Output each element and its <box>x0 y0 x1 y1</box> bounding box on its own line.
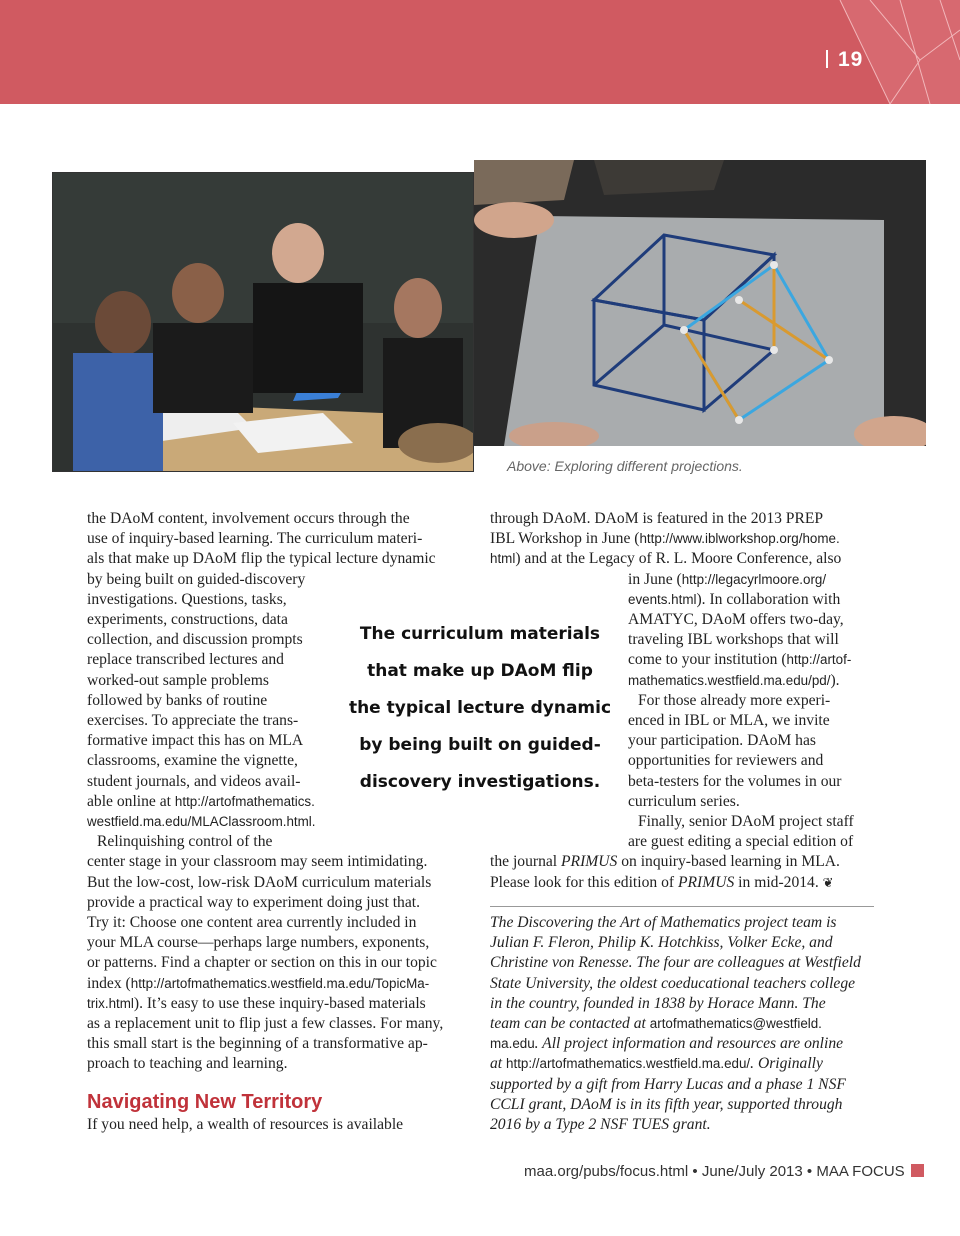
text-fragment: able online at <box>87 792 175 810</box>
text-fragment: ). It’s easy to use these inquiry-based materials <box>133 994 426 1012</box>
text-line: Relinquishing control of the <box>97 833 273 851</box>
contact-email-link[interactable]: artofmathematics@westfield. <box>649 1016 822 1032</box>
text-line <box>490 852 880 872</box>
text-line: in the country, founded in 1838 by Horace Mann. The <box>490 994 826 1012</box>
text-fragment: ) and at the Legacy of R. L. Moore Conference, also <box>515 550 842 568</box>
text-fragment: in mid-2014. <box>734 873 819 891</box>
text-line: exercises. To appreciate the trans- <box>87 712 299 730</box>
topic-matrix-link[interactable]: http://artofmathematics.westfield.ma.edu/TopicMa- <box>130 975 430 991</box>
text-line: are guest editing a special edition of <box>628 833 854 851</box>
footer-square-icon <box>911 1164 924 1177</box>
ibl-workshop-link[interactable]: http://www.iblworkshop.org/home. <box>639 531 840 547</box>
text-line: als that make up DAoM flip the typical lecture dynamic <box>87 550 436 568</box>
text-line: proach to teaching and learning. <box>87 1055 288 1073</box>
text-line: beta-testers for the volumes in our <box>628 772 842 790</box>
text-line: The Discovering the Art of Mathematics project team is <box>490 914 837 931</box>
text-line: enced in IBL or MLA, we invite <box>628 712 830 730</box>
text-line: worked-out sample problems <box>87 671 269 689</box>
text-line: student journals, and videos avail- <box>87 772 301 790</box>
right-column <box>490 509 880 893</box>
topic-matrix-link-cont[interactable]: trix.html <box>87 995 134 1011</box>
text-fragment: . All project information and resources are online <box>534 1035 844 1053</box>
text-line <box>87 812 472 832</box>
section-heading: Navigating New Territory <box>87 1091 323 1113</box>
classroom-photo <box>52 172 474 472</box>
text-line: supported by a gift from Harry Lucas and a phase 1 NSF <box>490 1075 846 1093</box>
text-line <box>490 570 880 590</box>
text-line <box>490 671 880 691</box>
text-line <box>490 590 880 610</box>
text-fragment: in June ( <box>628 570 682 588</box>
mla-classroom-link[interactable]: http://artofmathematics. <box>174 793 315 809</box>
text-line: CCLI grant, DAoM is in its fifth year, supported through <box>490 1095 843 1113</box>
text-line: 2016 by a Type 2 NSF TUES grant. <box>490 1116 711 1134</box>
text-line: as a replacement unit to flip just a few classes. For many, <box>87 1015 444 1033</box>
text-line: or patterns. Find a chapter or section on this in our topic <box>87 954 437 972</box>
text-line: Finally, senior DAoM project staff <box>638 813 854 831</box>
text-line: replace transcribed lectures and <box>87 651 284 669</box>
text-fragment: . Originally <box>750 1055 823 1073</box>
after-heading-text <box>87 1115 472 1135</box>
text-line <box>490 1054 880 1074</box>
text-line <box>490 650 880 670</box>
mla-classroom-link-cont[interactable]: westfield.ma.edu/MLAClassroom.html. <box>87 814 316 830</box>
footer-text: maa.org/pubs/focus.html • June/July 2013 • MAA FOCUS <box>524 1163 905 1180</box>
text-fragment: ). <box>830 671 840 689</box>
pull-quote-line: The curriculum materials <box>359 624 601 644</box>
text-fragment: the journal <box>490 853 562 871</box>
text-line: followed by banks of routine <box>87 691 268 709</box>
workshops-link-cont[interactable]: mathematics.westfield.ma.edu/pd/ <box>628 672 831 688</box>
ibl-workshop-link-cont[interactable]: html <box>490 551 516 567</box>
text-fragment: Please look for this edition of <box>490 873 678 891</box>
pull-quote-line: by being built on guided- <box>359 735 601 755</box>
text-line <box>490 529 880 549</box>
hypercube-projection-icon <box>474 160 926 446</box>
text-line: provide a practical way to experiment doing just that. <box>87 893 420 911</box>
text-line: Christine von Renesse. The four are colleagues at Westfield <box>490 954 861 972</box>
text-line: classrooms, examine the vignette, <box>87 752 298 770</box>
text-line: this small start is the beginning of a transformative ap- <box>87 1035 428 1053</box>
text-line: traveling IBL workshops that will <box>628 631 839 649</box>
text-line: collection, and discussion prompts <box>87 631 303 649</box>
contact-email-link-cont[interactable]: ma.edu <box>490 1036 535 1052</box>
header-band <box>0 0 960 104</box>
workshops-link[interactable]: http://artof- <box>786 652 852 668</box>
text-line <box>87 994 472 1014</box>
text-line: opportunities for reviewers and <box>628 752 824 770</box>
text-line <box>490 1014 880 1034</box>
text-fragment: on inquiry-based learning in MLA. <box>617 853 840 871</box>
text-line: formative impact this has on MLA <box>87 732 304 750</box>
end-mark-icon: ❦ <box>822 874 834 890</box>
divider <box>490 906 874 907</box>
text-line: But the low-cost, low-risk DAoM curriculum materials <box>87 873 432 891</box>
text-line: investigations. Questions, tasks, <box>87 590 287 608</box>
text-line <box>490 549 880 569</box>
text-line: experiments, constructions, data <box>87 611 288 629</box>
text-fragment: ). In collaboration with <box>696 590 841 608</box>
text-line: your MLA course—perhaps large numbers, exponents, <box>87 934 430 952</box>
project-site-link[interactable]: http://artofmathematics.westfield.ma.edu/ <box>506 1056 751 1072</box>
text-fragment: team can be contacted at <box>490 1015 650 1033</box>
text-fragment: come to your institution ( <box>628 651 787 669</box>
text-line <box>87 974 472 994</box>
legacy-moore-link[interactable]: http://legacyrlmoore.org/ <box>681 571 827 587</box>
pull-quote-line: the typical lecture dynamic <box>348 698 612 718</box>
text-line: Julian F. Fleron, Philip K. Hotchkiss, Volker Ecke, and <box>490 934 833 952</box>
text-line: For those already more experi- <box>638 691 831 709</box>
pull-quote-line: discovery investigations. <box>359 772 601 792</box>
text-line: your participation. DAoM has <box>628 732 816 750</box>
text-line: Try it: Choose one content area currently included in <box>87 914 417 932</box>
text-line: State University, the oldest coeducational teachers college <box>490 974 856 992</box>
text-fragment: IBL Workshop in June ( <box>490 530 640 548</box>
page-footer <box>524 1163 924 1180</box>
legacy-moore-link-cont[interactable]: events.html <box>628 591 697 607</box>
classroom-photo-icon <box>53 173 473 471</box>
text-fragment: at <box>490 1055 507 1073</box>
figure-caption: Above: Exploring different projections. <box>507 458 743 474</box>
journal-title: PRIMUS <box>561 853 618 871</box>
text-line: curriculum series. <box>628 792 740 810</box>
author-bio <box>490 913 880 1135</box>
text-line: If you need help, a wealth of resources is available <box>87 1116 404 1133</box>
text-fragment: index ( <box>87 974 131 992</box>
text-line: the DAoM content, involvement occurs through the <box>87 510 410 527</box>
text-line: center stage in your classroom may seem intimidating. <box>87 853 428 871</box>
text-line: by being built on guided-discovery <box>87 570 306 588</box>
text-line: use of inquiry-based learning. The curriculum materi- <box>87 530 423 548</box>
text-line <box>490 1034 880 1054</box>
text-line: AMATYC, DAoM offers two-day, <box>628 611 844 629</box>
journal-title: PRIMUS <box>677 873 735 891</box>
hypercube-photo <box>474 160 926 446</box>
text-line <box>490 873 880 893</box>
pull-quote-line: that make up DAoM flip <box>367 661 593 681</box>
text-line: through DAoM. DAoM is featured in the 2013 PREP <box>490 510 824 527</box>
page-number: 19 <box>826 48 863 72</box>
